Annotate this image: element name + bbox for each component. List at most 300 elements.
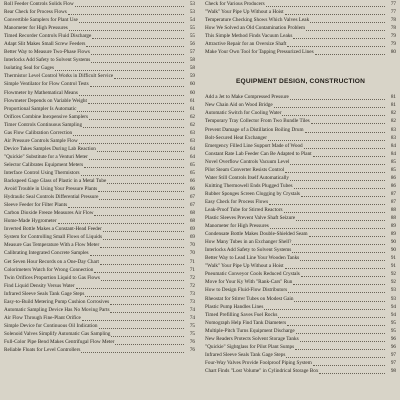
index-entry: [4, 217, 195, 225]
leader-dots: [68, 9, 184, 15]
entry-page-number: 89: [390, 231, 396, 238]
entry-title: New Chain Aid on Wood Bridge: [205, 102, 273, 109]
index-entry: [205, 126, 396, 134]
leader-dots: [290, 94, 385, 100]
leader-dots: [68, 202, 184, 208]
index-entry: [4, 177, 195, 185]
leader-dots: [306, 25, 385, 31]
entry-title: This Simple Method Finds Vacuum Leaks: [205, 33, 293, 40]
entry-page-number: 64: [189, 145, 195, 152]
entry-page-number: 64: [189, 153, 195, 160]
index-entry: [205, 262, 396, 270]
entry-page-number: 95: [390, 319, 396, 326]
leader-dots: [94, 267, 184, 273]
leader-dots: [268, 135, 385, 141]
leader-dots: [315, 49, 385, 55]
entry-title: Orifices Combine Inexpensive Samplers: [4, 113, 88, 120]
entry-title: Home-Made Hygrometer: [4, 218, 57, 225]
leader-dots: [292, 239, 385, 245]
leader-dots: [286, 352, 385, 358]
entry-title: Condensate Bottle Makes Double-Shielded Seam: [205, 231, 308, 238]
leader-dots: [101, 275, 184, 281]
index-entry: [205, 335, 396, 343]
entry-page-number: 93: [390, 287, 396, 294]
entry-title: Manometer for High Pressures: [205, 223, 269, 230]
leader-dots: [300, 255, 385, 261]
index-entry: [4, 105, 195, 113]
entry-title: Air Pressure Controls Sample Flow: [4, 137, 78, 144]
entry-title: Proportional Sampler Is Automatic: [4, 105, 77, 112]
entry-title: Easy-to-Build Metering Pump Cushion Corrosives: [4, 298, 110, 305]
leader-dots: [319, 368, 385, 374]
index-entry: [205, 206, 396, 214]
index-entry: [4, 129, 195, 137]
leader-dots: [94, 210, 184, 216]
entry-page-number: 60: [189, 89, 195, 96]
index-entry: [205, 93, 396, 101]
leader-dots: [310, 17, 385, 23]
entry-page-number: 85: [390, 158, 396, 165]
index-entry: [205, 48, 396, 56]
entry-title: Add a Jet to Make Compressed Pressure: [205, 94, 289, 101]
entry-title: Calibrating Integrated Concrete Samples: [4, 250, 89, 257]
entry-page-number: 83: [390, 126, 396, 133]
entry-title: Plastic Sleeves Prevent Valve Shaft Seizure: [205, 215, 296, 222]
entry-title: "Quickie" Substitute for a Venturi Meter: [4, 153, 88, 160]
index-entry: [4, 72, 195, 80]
entry-page-number: 66: [189, 186, 195, 193]
entry-page-number: 75: [189, 330, 195, 337]
entry-title: Measure Gas Temperature With a Flow Meter: [4, 242, 100, 249]
index-entry: [205, 270, 396, 278]
index-entry: [4, 0, 195, 8]
entry-title: Attractive Repair for an Oversize Shaft: [205, 41, 287, 48]
leader-dots: [99, 323, 184, 329]
index-entry: [205, 319, 396, 327]
leader-dots: [103, 226, 184, 232]
entry-title: "Walk" Your Pipe Up Without a Hoist: [205, 263, 284, 270]
entry-page-number: 67: [189, 202, 195, 209]
entry-title: Four-Way Valves Provide Foolproof Piping System: [205, 359, 312, 366]
entry-title: Interface Control Using Thermistors: [4, 169, 80, 176]
section-heading: EQUIPMENT DESIGN, CONSTRUCTION: [235, 78, 366, 86]
index-entry: [4, 8, 195, 16]
leader-dots: [296, 215, 385, 221]
entry-title: Move for Your Ky With "Rank-Cars" Run: [205, 279, 293, 286]
entry-title: Find Liquid Density Versus Water: [4, 282, 75, 289]
index-entry: [4, 56, 195, 64]
entry-title: Flowmeter by Mathematical Means: [4, 89, 78, 96]
leader-dots: [103, 234, 184, 240]
entry-title: Make Your Own Tool for Tapping Pressurized Lines: [205, 49, 314, 56]
entry-title: Air Flow Through Fine-Plant Orifice: [4, 314, 81, 321]
index-entry: [4, 80, 195, 88]
entry-title: Bolt-Secured Heat Exchanger: [205, 134, 267, 141]
index-entry: [205, 24, 396, 32]
entry-title: Hydraulic Seal Controls Differential Pressure: [4, 194, 99, 201]
entry-title: Convertible Samplers for Plant Use: [4, 17, 78, 24]
entry-page-number: 63: [189, 137, 195, 144]
index-entry: [205, 246, 396, 254]
entry-title: Roll Feeder Controls Solids Flow: [4, 1, 74, 7]
entry-title: Reliable Floats for Level Controllers: [4, 347, 81, 354]
entry-page-number: 88: [390, 206, 396, 213]
index-entry: [205, 32, 396, 40]
entry-title: Emergency Filled Line Support Made of Wood: [205, 142, 303, 149]
leader-dots: [294, 296, 385, 302]
entry-title: Automatic Switch for Cooling Water: [205, 110, 282, 117]
index-entry: [4, 274, 195, 282]
leader-dots: [270, 223, 385, 229]
index-entry: [205, 158, 396, 166]
index-entry: [4, 40, 195, 48]
entry-title: Avoid Trouble in Using Your Pressure Plants: [4, 186, 98, 193]
entry-title: Simple Device for Continuous Oil Indication: [4, 322, 98, 329]
leader-dots: [90, 250, 184, 256]
leader-dots: [309, 231, 385, 237]
index-entry: [205, 182, 396, 190]
index-entry: [4, 137, 195, 145]
index-entry: [205, 214, 396, 222]
entry-page-number: 70: [189, 242, 195, 249]
entry-title: Inverted Bottle Makes a Constant-Head Feeder: [4, 226, 102, 233]
right-top-list: [205, 0, 396, 56]
index-entry: [205, 166, 396, 174]
entry-page-number: 66: [189, 178, 195, 185]
entry-title: How We Solved an Old Contamination Problem: [205, 25, 306, 32]
entry-page-number: 79: [390, 41, 396, 48]
leader-dots: [293, 279, 385, 285]
leader-dots: [89, 154, 184, 160]
entry-page-number: 86: [390, 182, 396, 189]
index-entry: [205, 8, 396, 16]
entry-title: Get Seven Hour Records on a One-Day Chart: [4, 258, 99, 265]
leader-dots: [115, 339, 184, 345]
entry-page-number: 87: [390, 190, 396, 197]
leader-dots: [296, 328, 385, 334]
leader-dots: [293, 33, 385, 39]
entry-page-number: 58: [189, 65, 195, 72]
entry-title: Adapt Slit Makes Small Screw Feeders: [4, 41, 86, 48]
entry-page-number: 82: [390, 118, 396, 125]
index-entry: [4, 298, 195, 306]
entry-title: Twin Orifices Proportion Liquid to Gas Flows: [4, 274, 100, 281]
entry-page-number: 81: [390, 102, 396, 109]
entry-title: Better Way to Lead Line Your Wooden Tanks: [205, 255, 300, 262]
leader-dots: [100, 242, 184, 248]
leader-dots: [75, 1, 184, 7]
entry-title: How Many Tubes in an Exchanger Shell?: [205, 239, 292, 246]
entry-title: Gas Flow Calibration Correction: [4, 129, 73, 136]
index-entry: [4, 48, 195, 56]
entry-page-number: 74: [189, 306, 195, 313]
entry-title: Prevent Damage of a Distillation Boiling Drum: [205, 126, 304, 133]
leader-dots: [313, 151, 385, 157]
entry-title: Full-Color Pipe Bend Makes Centrifugal Flow Meter: [4, 338, 115, 345]
index-entry: [4, 16, 195, 24]
leader-dots: [290, 175, 385, 181]
entry-title: Infrared Sleeve Seals Tank Gage Steps: [4, 290, 85, 297]
leader-dots: [269, 199, 385, 205]
leader-dots: [285, 263, 385, 269]
leader-dots: [77, 106, 184, 112]
entry-title: Knitting Thermowell Ends Plugged Tubes: [205, 182, 293, 189]
entry-page-number: 97: [390, 351, 396, 358]
entry-title: Constant Rate Lab Feeder Can Be Adapted to Plant: [205, 150, 312, 157]
index-entry: [205, 286, 396, 294]
entry-title: Nomograph Help Find Tank Diameters: [205, 319, 287, 326]
entry-page-number: 90: [390, 247, 396, 254]
index-entry: [4, 258, 195, 266]
leader-dots: [285, 167, 385, 173]
leader-dots: [305, 127, 385, 133]
entry-page-number: 96: [390, 335, 396, 342]
leader-dots: [79, 138, 184, 144]
leader-dots: [85, 291, 184, 297]
index-entry: [4, 145, 195, 153]
entry-title: Thermistor Level Control Works in Difficult Service: [4, 73, 114, 80]
leader-dots: [110, 299, 184, 305]
entry-page-number: 79: [390, 33, 396, 40]
index-entry: [205, 238, 396, 246]
entry-title: Multiple-Pitch Turns Equipment Discharge: [205, 327, 295, 334]
entry-page-number: 96: [390, 343, 396, 350]
index-entry: [205, 254, 396, 262]
entry-title: Rubber Sponges Screen Clogging by Crystals: [205, 190, 300, 197]
index-entry: [4, 266, 195, 274]
index-entry: [4, 282, 195, 290]
entry-page-number: 76: [189, 347, 195, 354]
index-entry: [205, 0, 396, 8]
entry-page-number: 61: [189, 97, 195, 104]
entry-page-number: 91: [390, 255, 396, 262]
leader-dots: [83, 122, 184, 128]
leader-dots: [76, 283, 184, 289]
leader-dots: [97, 146, 184, 152]
leader-dots: [264, 304, 385, 310]
index-entry: [4, 169, 195, 177]
right-bottom-list: [205, 93, 396, 375]
entry-page-number: 84: [390, 150, 396, 157]
entry-page-number: 65: [189, 161, 195, 168]
entry-title: Interlocks Add Safety to Solvent Systems: [4, 57, 91, 64]
leader-dots: [84, 162, 184, 168]
entry-page-number: 68: [189, 218, 195, 225]
index-entry: [205, 117, 396, 125]
leader-dots: [295, 344, 385, 350]
entry-title: Timer Controls Continuous Sampling: [4, 121, 83, 128]
leader-dots: [300, 336, 385, 342]
entry-page-number: 94: [390, 303, 396, 310]
index-entry: [4, 290, 195, 298]
index-entry: [4, 24, 195, 32]
index-entry: [205, 109, 396, 117]
entry-page-number: 82: [390, 110, 396, 117]
entry-page-number: 90: [390, 239, 396, 246]
leader-dots: [304, 143, 385, 149]
entry-page-number: 74: [189, 314, 195, 321]
index-entry: [4, 322, 195, 330]
index-entry: [205, 359, 396, 367]
right-column: [205, 0, 396, 400]
entry-title: Rear Check for Process Flows: [4, 9, 67, 16]
entry-title: Temporary Tray Collector From Two Bundle Tiles: [205, 118, 310, 125]
entry-title: "Quickie" Sightglass for Pilot Plant Sumps: [205, 343, 295, 350]
entry-title: Flowmeter Depends on Variable Weight: [4, 97, 87, 104]
entry-page-number: 86: [390, 174, 396, 181]
entry-title: Selector Calibrates Equipment Meters: [4, 161, 84, 168]
entry-title: Device Takes Samples During Lab Reaction: [4, 145, 96, 152]
index-entry: [205, 150, 396, 158]
entry-page-number: 78: [390, 25, 396, 32]
entry-page-number: 53: [189, 1, 195, 7]
index-entry: [4, 346, 195, 354]
index-entry: [4, 113, 195, 121]
index-entry: [4, 314, 195, 322]
index-entry: [205, 134, 396, 142]
entry-page-number: 89: [390, 223, 396, 230]
entry-page-number: 58: [189, 57, 195, 64]
leader-dots: [287, 320, 385, 326]
entry-page-number: 81: [390, 94, 396, 101]
leader-dots: [69, 25, 184, 31]
entry-title: Automatic Sampling Device Has No Moving Parts: [4, 306, 110, 313]
leader-dots: [91, 57, 184, 63]
index-entry: [205, 327, 396, 335]
entry-page-number: 73: [189, 290, 195, 297]
entry-title: "Walk" Your Pipe Up Without a Hoist: [205, 9, 284, 16]
entry-title: Carbon Dioxide Freeze Measures Air Flow: [4, 210, 94, 217]
entry-page-number: 72: [189, 282, 195, 289]
leader-dots: [278, 312, 385, 318]
entry-page-number: 92: [390, 271, 396, 278]
leader-dots: [88, 98, 184, 104]
left-column: [4, 0, 195, 400]
entry-page-number: 77: [390, 9, 396, 16]
index-entry: [4, 185, 195, 193]
entry-page-number: 88: [390, 215, 396, 222]
entry-page-number: 53: [189, 9, 195, 16]
entry-page-number: 55: [189, 25, 195, 32]
entry-title: Pneumatic Conveyor Cools Reduced Crystals: [205, 271, 300, 278]
leader-dots: [313, 360, 385, 366]
index-entry: [4, 249, 195, 257]
entry-page-number: 87: [390, 198, 396, 205]
leader-dots: [82, 315, 184, 321]
entry-title: System for Controlling Small Flows of Liquids: [4, 234, 102, 241]
entry-page-number: 69: [189, 226, 195, 233]
entry-page-number: 71: [189, 258, 195, 265]
entry-page-number: 65: [189, 169, 195, 176]
index-entry: [205, 295, 396, 303]
entry-title: Colorimeters Watch for Wrong Connection: [4, 266, 94, 273]
index-entry: [4, 89, 195, 97]
entry-page-number: 71: [189, 266, 195, 273]
leader-dots: [107, 178, 184, 184]
leader-dots: [111, 331, 184, 337]
leader-dots: [90, 81, 184, 87]
entry-page-number: 92: [390, 279, 396, 286]
entry-title: Better Way to Measure Two-Phase Flows: [4, 49, 90, 56]
leader-dots: [287, 41, 385, 47]
entry-page-number: 62: [189, 113, 195, 120]
entry-page-number: 69: [189, 234, 195, 241]
entry-title: Timed Prefilling Saves Fuel Rocks: [205, 311, 278, 318]
entry-page-number: 97: [390, 359, 396, 366]
leader-dots: [282, 110, 385, 116]
index-entry: [4, 193, 195, 201]
entry-title: New Readers Protects Solvent Storage Tanks: [205, 335, 299, 342]
index-entry: [4, 32, 195, 40]
entry-title: Timed Recorder Controls Fluid Discharge: [4, 33, 92, 40]
index-entry: [205, 311, 396, 319]
leader-dots: [292, 247, 385, 253]
leader-dots: [311, 118, 385, 124]
index-entry: [4, 161, 195, 169]
leader-dots: [114, 73, 184, 79]
index-entry: [205, 190, 396, 198]
leader-dots: [86, 41, 184, 47]
index-entry: [205, 343, 396, 351]
index-entry: [4, 209, 195, 217]
leader-dots: [266, 1, 385, 7]
leader-dots: [99, 194, 184, 200]
index-entry: [4, 201, 195, 209]
leader-dots: [100, 259, 184, 265]
leader-dots: [79, 90, 184, 96]
entry-title: Pilot Steam Converter Resists Control: [205, 166, 285, 173]
entry-page-number: 63: [189, 129, 195, 136]
entry-page-number: 61: [189, 105, 195, 112]
entry-page-number: 78: [390, 17, 396, 24]
leader-dots: [288, 287, 385, 293]
index-entry: [205, 198, 396, 206]
entry-page-number: 55: [189, 33, 195, 40]
entry-page-number: 76: [189, 338, 195, 345]
index-entry: [4, 330, 195, 338]
index-entry: [4, 338, 195, 346]
index-entry: [4, 64, 195, 72]
leader-dots: [284, 207, 385, 213]
entry-page-number: 80: [390, 49, 396, 56]
entry-title: How to Design Fluid-Flow Distributors: [205, 287, 288, 294]
index-entry: [205, 174, 396, 182]
leader-dots: [81, 347, 184, 353]
entry-page-number: 68: [189, 210, 195, 217]
leader-dots: [81, 170, 184, 176]
entry-page-number: 73: [189, 298, 195, 305]
entry-page-number: 54: [189, 17, 195, 24]
entry-title: Backspeed Gage Glass of Plastic in a Metal Tube: [4, 178, 107, 185]
entry-page-number: 94: [390, 311, 396, 318]
entry-page-number: 56: [189, 41, 195, 48]
entry-title: Solenoid Valves Simplify Automatic Gas Sampling: [4, 330, 111, 337]
entry-title: Check for Various Producers: [205, 1, 265, 7]
index-entry: [205, 303, 396, 311]
index-entry: [205, 351, 396, 359]
leader-dots: [301, 271, 385, 277]
leader-dots: [285, 9, 385, 15]
entry-page-number: 93: [390, 295, 396, 302]
entry-page-number: 91: [390, 263, 396, 270]
entry-page-number: 83: [390, 134, 396, 141]
entry-title: Novel Overflow Controls Vacuum Level: [205, 158, 290, 165]
entry-title: Leak-Proof Tube for Stirred Reactors: [205, 206, 283, 213]
index-entry: [205, 142, 396, 150]
entry-page-number: 98: [390, 367, 396, 374]
leader-dots: [110, 307, 184, 313]
entry-title: Easy Check for Process Flows: [205, 198, 269, 205]
